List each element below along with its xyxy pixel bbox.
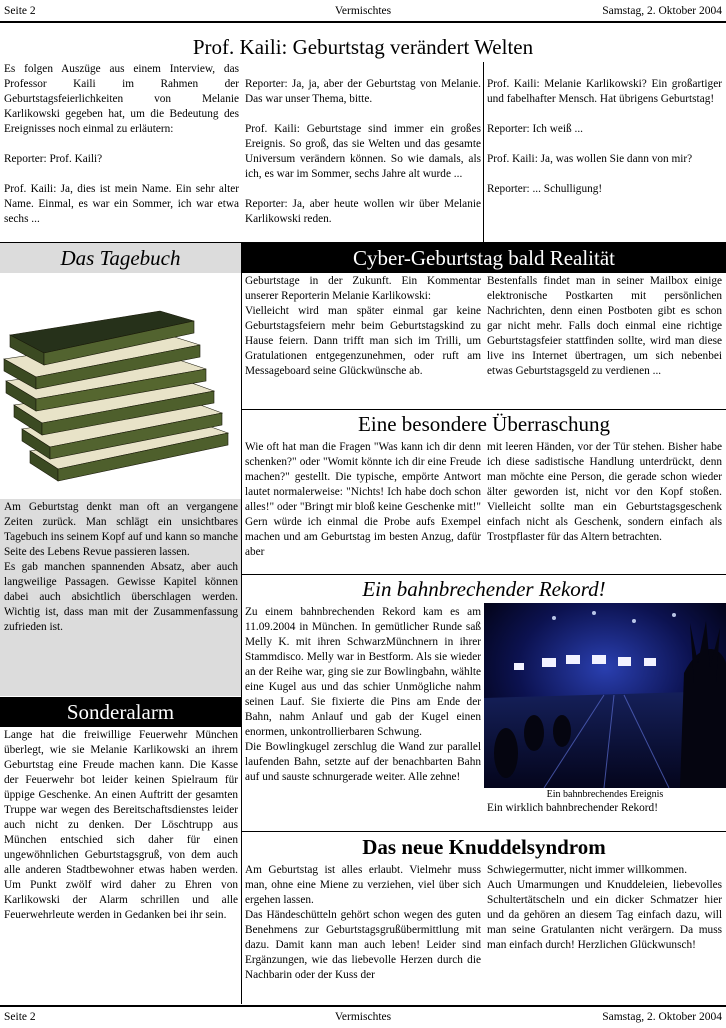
tagebuch-paragraph: Es gab manchen spannenden Absatz, aber auch langweilige Passagen. Gewisse Kapitel können dabei auch absichtlich überschlagen werden. Wichtig ist, dass man mit der Zusammenfassung zufrieden ist. bbox=[4, 561, 238, 633]
kaili-column-2 bbox=[245, 77, 481, 242]
kaili-paragraph: Prof. Kaili: Ja, was wollen Sie dann von mir? bbox=[487, 153, 693, 165]
kaili-paragraph: Reporter: Ja, ja, aber der Geburtstag von Melanie. Das war unser Thema, bitte. bbox=[245, 78, 481, 105]
tagebuch-paragraph: Am Geburtstag denkt man oft an vergangene Zeiten zurück. Man schlägt ein unsichtbares Tagebuch ins seinem Kopf auf und kann so manche Seite des Lebens Revue passieren lassen. bbox=[4, 501, 238, 558]
page-footer bbox=[0, 1007, 726, 1027]
knuddel-title: Das neue Knuddelsyndrom bbox=[362, 835, 606, 859]
header-date: Samstag, 2. Oktober 2004 bbox=[602, 5, 722, 17]
column-divider bbox=[241, 243, 242, 1004]
knuddel-paragraph: Am Geburtstag ist alles erlaubt. Vielmehr muss man, ohne eine Miene zu verziehen, viel über sich ergehen lassen. bbox=[245, 864, 481, 906]
kaili-column-1 bbox=[4, 62, 239, 242]
kaili-paragraph: Es folgen Auszüge aus einem Interview, das Professor Kaili im Rahmen der Geburtstagsfeierlichkeiten von Melanie Karlikowski gegeben hat, um die Bedeutung des Ereignisses noch einmal zu erläutern: bbox=[4, 63, 239, 135]
kaili-paragraph: Prof. Kaili: Ja, dies ist mein Name. Ein sehr alter Name. Einmal, es war ein Sommer, ich war etwa sechs ... bbox=[4, 183, 239, 225]
cyber-paragraph: Bestenfalls findet man in seiner Mailbox einige elektronische Postkarten mit persönlichen Nachrichten, denn einen Postboten gibt es schon gar nicht mehr. Falls doch einmal eine richtige Geburtstagsfeier stattfinden sollte, wird man diese live ins Internet übertragen, um sich nebenbei etwas Geburtstagsgeld zu verdienen ... bbox=[487, 275, 722, 377]
footer-page-number: Seite 2 bbox=[4, 1011, 36, 1023]
kaili-paragraph: Reporter: Ja, aber heute wollen wir über Melanie Karlikowski reden. bbox=[245, 198, 481, 225]
rekord-title: Ein bahnbrechender Rekord! bbox=[362, 577, 606, 601]
sonderalarm-text bbox=[4, 728, 238, 1003]
rekord-paragraph: Die Bowlingkugel zerschlug die Wand zur parallel laufenden Bahn, setzte auf der benachbarten Bahn auf und sauste schnurgerade weiter. Alle zehne! bbox=[245, 741, 481, 783]
kaili-paragraph: Prof. Kaili: Geburtstage sind immer ein großes Ereignis. So groß, das sie Welten und das gesamte Universum verändern können. So wie damals, als ich, es war im Sommer, sechs Jahre alt wurde ... bbox=[245, 123, 481, 180]
kaili-paragraph: Reporter: Prof. Kaili? bbox=[4, 153, 103, 165]
rekord-paragraph: Ein wirklich bahnbrechender Rekord! bbox=[487, 802, 658, 814]
bowling-photo bbox=[484, 603, 726, 788]
cyber-column-2 bbox=[487, 274, 722, 409]
footer-section: Vermischtes bbox=[334, 1011, 392, 1023]
header-section: Vermischtes bbox=[334, 5, 392, 17]
cyber-paragraph: Geburtstage in der Zukunft. Ein Kommentar unserer Reporterin Melanie Karlikowski: bbox=[245, 275, 481, 302]
knuddel-column-2 bbox=[487, 863, 722, 1004]
ueberraschung-title: Eine besondere Überraschung bbox=[358, 412, 610, 436]
knuddel-column-1 bbox=[245, 863, 481, 1004]
kaili-paragraph: Reporter: ... Schulligung! bbox=[487, 183, 603, 195]
header-rule bbox=[0, 21, 726, 23]
rekord-column-2 bbox=[487, 801, 722, 817]
knuddel-paragraph: Schwiegermutter, nicht immer willkommen. bbox=[487, 864, 688, 876]
ueberraschung-paragraph: mit leeren Händen, vor der Tür stehen. Bisher habe ich diese sadistische Handlung unterdrückt, denn man möchte eine Person, die gerade schon wieder älter geworden ist, nicht vor den Kopf stoßen. Vielleicht sollte man ein Geburtstagsgeschenk einfach nicht als Geschenk, sondern einfach als Trostpflaster für das Altern betrachten. bbox=[487, 441, 722, 543]
kaili-title: Prof. Kaili: Geburtstag verändert Welten bbox=[192, 35, 534, 59]
ueberraschung-column-1 bbox=[245, 440, 481, 574]
photo-caption: Ein bahnbrechendes Ereignis bbox=[546, 789, 664, 800]
cyber-paragraph: Vielleicht wird man später einmal gar keine Geburtstagsfeiern mehr beim Geburtstagskind zu Hause feiern. Dann trifft man sich im Trilli, um Gratulationen entgegenzunehmen, oder ruft am Messageboard seine Glückwünsche ab. bbox=[245, 305, 481, 377]
books-image bbox=[0, 273, 241, 499]
tagebuch-text bbox=[4, 500, 238, 690]
page-header bbox=[0, 1, 726, 21]
kaili-paragraph: Prof. Kaili: Melanie Karlikowski? Ein großartiger und fabelhafter Mensch. Hat übrigens Geburtstag! bbox=[487, 78, 722, 105]
tagebuch-title: Das Tagebuch bbox=[60, 246, 181, 270]
kaili-paragraph: Reporter: Ich weiß ... bbox=[487, 123, 583, 135]
cyber-column-1 bbox=[245, 274, 481, 409]
ueberraschung-paragraph: Wie oft hat man die Fragen "Was kann ich dir denn schenken?" oder "Womit könnte ich dir eine Freude machen?" gestellt. Die typische, empörte Antwort lautet normalerweise: "Nichts! Ich habe doch schon alles!" oder "Bringt mir bloß keine Geschenke mit!" Gern würde ich einmal die Probe aufs Exempel machen und am Geburtstag im besten Anzug, dafür aber bbox=[245, 441, 481, 558]
ueberraschung-column-2 bbox=[487, 440, 722, 574]
kaili-column-3 bbox=[487, 77, 722, 242]
knuddel-paragraph: Auch Umarmungen und Knuddeleien, liebevolles Schultertätscheln und ein dicker Schmatzer hier und da gehören an diesem Tag einfach dazu, will man seine Gratulanten nicht verärgern. Da muss man einfach durch! Herzlichen Glückwunsch! bbox=[487, 879, 722, 951]
footer-date: Samstag, 2. Oktober 2004 bbox=[602, 1011, 722, 1023]
rekord-column-1 bbox=[245, 605, 481, 831]
header-page-number: Seite 2 bbox=[4, 5, 36, 17]
sonderalarm-title: Sonderalarm bbox=[0, 697, 241, 727]
cyber-title: Cyber-Geburtstag bald Realität bbox=[242, 243, 726, 273]
sonderalarm-paragraph: Lange hat die freiwillige Feuerwehr München überlegt, wie sie Melanie Karlikowski an ihrem Geburtstag eine Freude machen kann. Die Kasse der Feuerwehr bot leider keinen Spielraum für üppige Geschenke. An einen Auftritt der gesamten Truppe war wegen des Bereitschaftsdienstes leider auch nicht zu denken. Der Löschtrupp aus München entschied sich daher für einen ungewöhnlichen Geburtstagsgruß, von dem auch alle anderen Stadtbewohner etwas haben werden. Um Punkt zwölf wird daher zu Ehren von Karlikowski der Alarm schrillen und alle Feuerwehrleute werden in Gedanken bei ihr sein. bbox=[4, 729, 238, 921]
column-divider bbox=[483, 62, 484, 242]
knuddel-paragraph: Das Händeschütteln gehört schon wegen des guten Benehmens zur Geburtstagsgrußübermittlung mit dazu. Damit kann man auch leben! Leider sind Ergänzungen, wie das liebevolle Herzen durch die Nachbarin oder der Kuss der bbox=[245, 909, 481, 981]
rekord-paragraph: Zu einem bahnbrechenden Rekord kam es am 11.09.2004 in München. In gemütlicher Runde saß Melly K. mit ihren SchwarzMünchnern in ihrer Stammdisco. Melly war in Bestform. Als sie wieder an der Reihe war, ging sie zur Bowlingbahn, wählte eine Kugel aus und das schier Unmögliche nahm seinen Lauf. Sie fixierte die Pins am Ende der Bahn, nahm Anlauf und gab der Kugel einen enormen, unkontrollierbaren Schwung. bbox=[245, 606, 481, 738]
